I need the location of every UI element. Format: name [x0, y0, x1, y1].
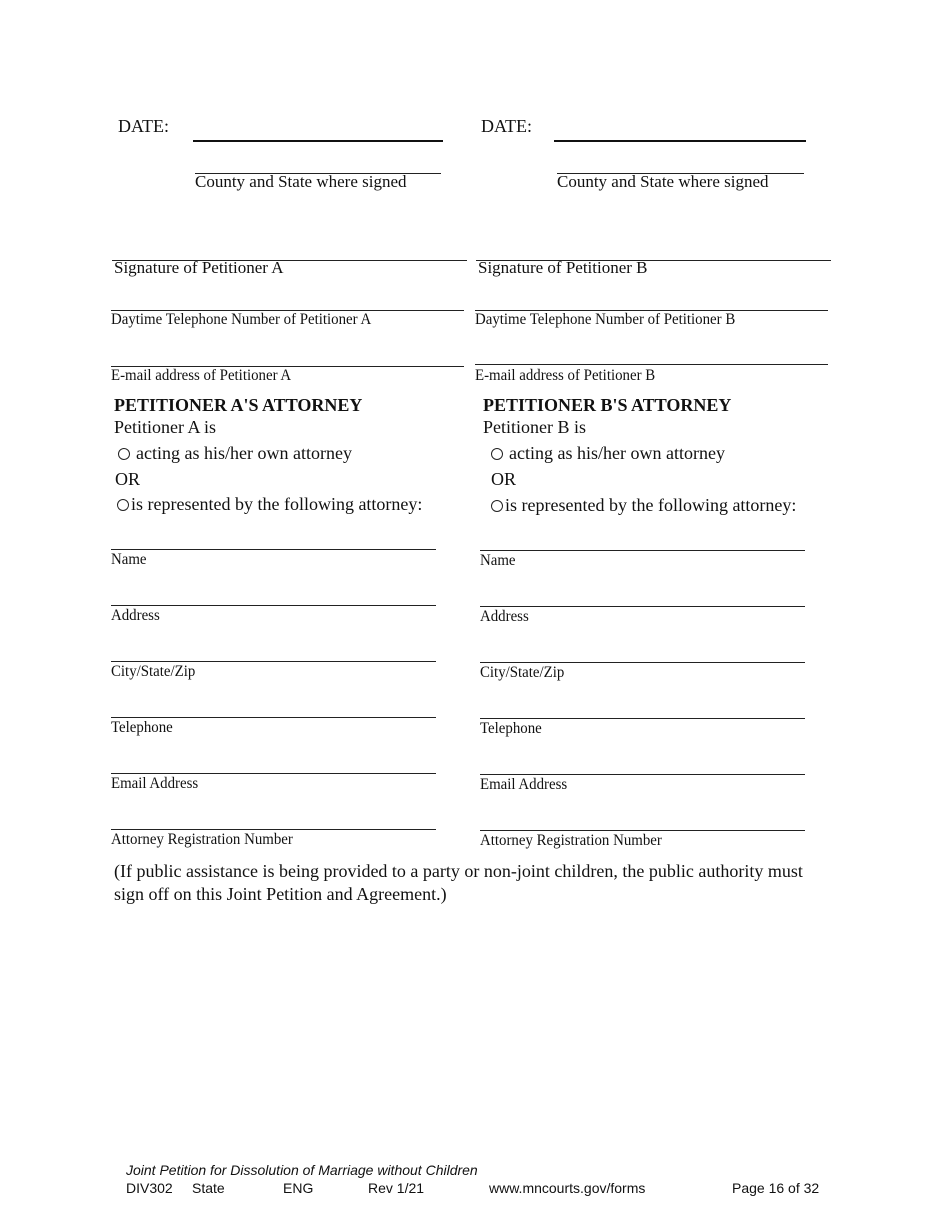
left-county-label: County and State where signed [195, 172, 407, 191]
note-line-2: sign off on this Joint Petition and Agreement.) [114, 884, 447, 904]
left-attorney-city-label: City/State/Zip [111, 663, 196, 680]
footer-rev: Rev 1/21 [368, 1180, 425, 1196]
right-option-represented-text: is represented by the following attorney: [505, 495, 797, 515]
right-date-label: DATE: [481, 116, 532, 136]
left-option-own-text: acting as his/her own attorney [136, 443, 352, 463]
right-email-label: E-mail address of Petitioner B [475, 367, 656, 384]
right-option-own[interactable] [491, 443, 725, 464]
right-attorney-email-line[interactable] [480, 774, 805, 775]
left-attorney-address-label: Address [111, 607, 160, 624]
left-attorney-name-label: Name [111, 551, 147, 568]
right-petitioner-is: Petitioner B is [483, 417, 586, 437]
left-petitioner-is: Petitioner A is [114, 417, 217, 437]
right-attorney-heading: PETITIONER B'S ATTORNEY [483, 395, 732, 415]
left-attorney-reg-label: Attorney Registration Number [111, 831, 293, 848]
left-email-label: E-mail address of Petitioner A [111, 367, 292, 384]
right-signature-label: Signature of Petitioner B [478, 258, 648, 277]
left-radio-represented-icon[interactable] [117, 499, 129, 511]
right-attorney-reg-line[interactable] [480, 830, 805, 831]
right-attorney-address-label: Address [480, 608, 529, 625]
right-date-line[interactable] [554, 140, 806, 142]
right-attorney-city-label: City/State/Zip [480, 664, 565, 681]
right-option-own-text: acting as his/her own attorney [509, 443, 725, 463]
left-attorney-phone-label: Telephone [111, 719, 173, 736]
right-attorney-city-line[interactable] [480, 662, 805, 663]
public-assistance-note [114, 860, 803, 906]
note-line-1: (If public assistance is being provided to a party or non-joint children, the public authority must [114, 861, 803, 881]
left-attorney-email-line[interactable] [111, 773, 436, 774]
left-date-line[interactable] [193, 140, 443, 142]
left-radio-own-icon[interactable] [118, 448, 130, 460]
left-signature-label: Signature of Petitioner A [114, 258, 284, 277]
right-attorney-name-label: Name [480, 552, 516, 569]
left-attorney-reg-line[interactable] [111, 829, 436, 830]
right-email-line[interactable] [475, 364, 828, 365]
left-attorney-phone-line[interactable] [111, 717, 436, 718]
left-option-own[interactable] [118, 443, 352, 464]
right-attorney-phone-label: Telephone [480, 720, 542, 737]
left-option-represented-text: is represented by the following attorney: [131, 494, 423, 514]
footer-title: Joint Petition for Dissolution of Marriage without Children [126, 1162, 478, 1178]
left-phone-label: Daytime Telephone Number of Petitioner A [111, 311, 372, 328]
right-attorney-phone-line[interactable] [480, 718, 805, 719]
left-attorney-heading: PETITIONER A'S ATTORNEY [114, 395, 363, 415]
left-attorney-email-label: Email Address [111, 775, 199, 792]
right-option-represented[interactable] [491, 495, 796, 516]
left-date-label: DATE: [118, 116, 169, 136]
left-or-label: OR [115, 469, 141, 489]
left-option-represented[interactable] [117, 494, 422, 515]
left-attorney-name-line[interactable] [111, 549, 436, 550]
right-attorney-email-label: Email Address [480, 776, 568, 793]
right-radio-represented-icon[interactable] [491, 500, 503, 512]
right-county-label: County and State where signed [557, 172, 769, 191]
right-radio-own-icon[interactable] [491, 448, 503, 460]
right-attorney-reg-label: Attorney Registration Number [480, 832, 662, 849]
footer-lang: ENG [283, 1180, 314, 1196]
left-attorney-city-line[interactable] [111, 661, 436, 662]
right-attorney-address-line[interactable] [480, 606, 805, 607]
right-attorney-name-line[interactable] [480, 550, 805, 551]
footer-page-number: Page 16 of 32 [732, 1180, 820, 1196]
right-or-label: OR [491, 469, 517, 489]
footer-form-id: DIV302 [126, 1180, 173, 1196]
right-phone-label: Daytime Telephone Number of Petitioner B [475, 311, 736, 328]
footer-url[interactable]: www.mncourts.gov/forms [489, 1180, 646, 1196]
left-attorney-address-line[interactable] [111, 605, 436, 606]
footer-state: State [192, 1180, 225, 1196]
